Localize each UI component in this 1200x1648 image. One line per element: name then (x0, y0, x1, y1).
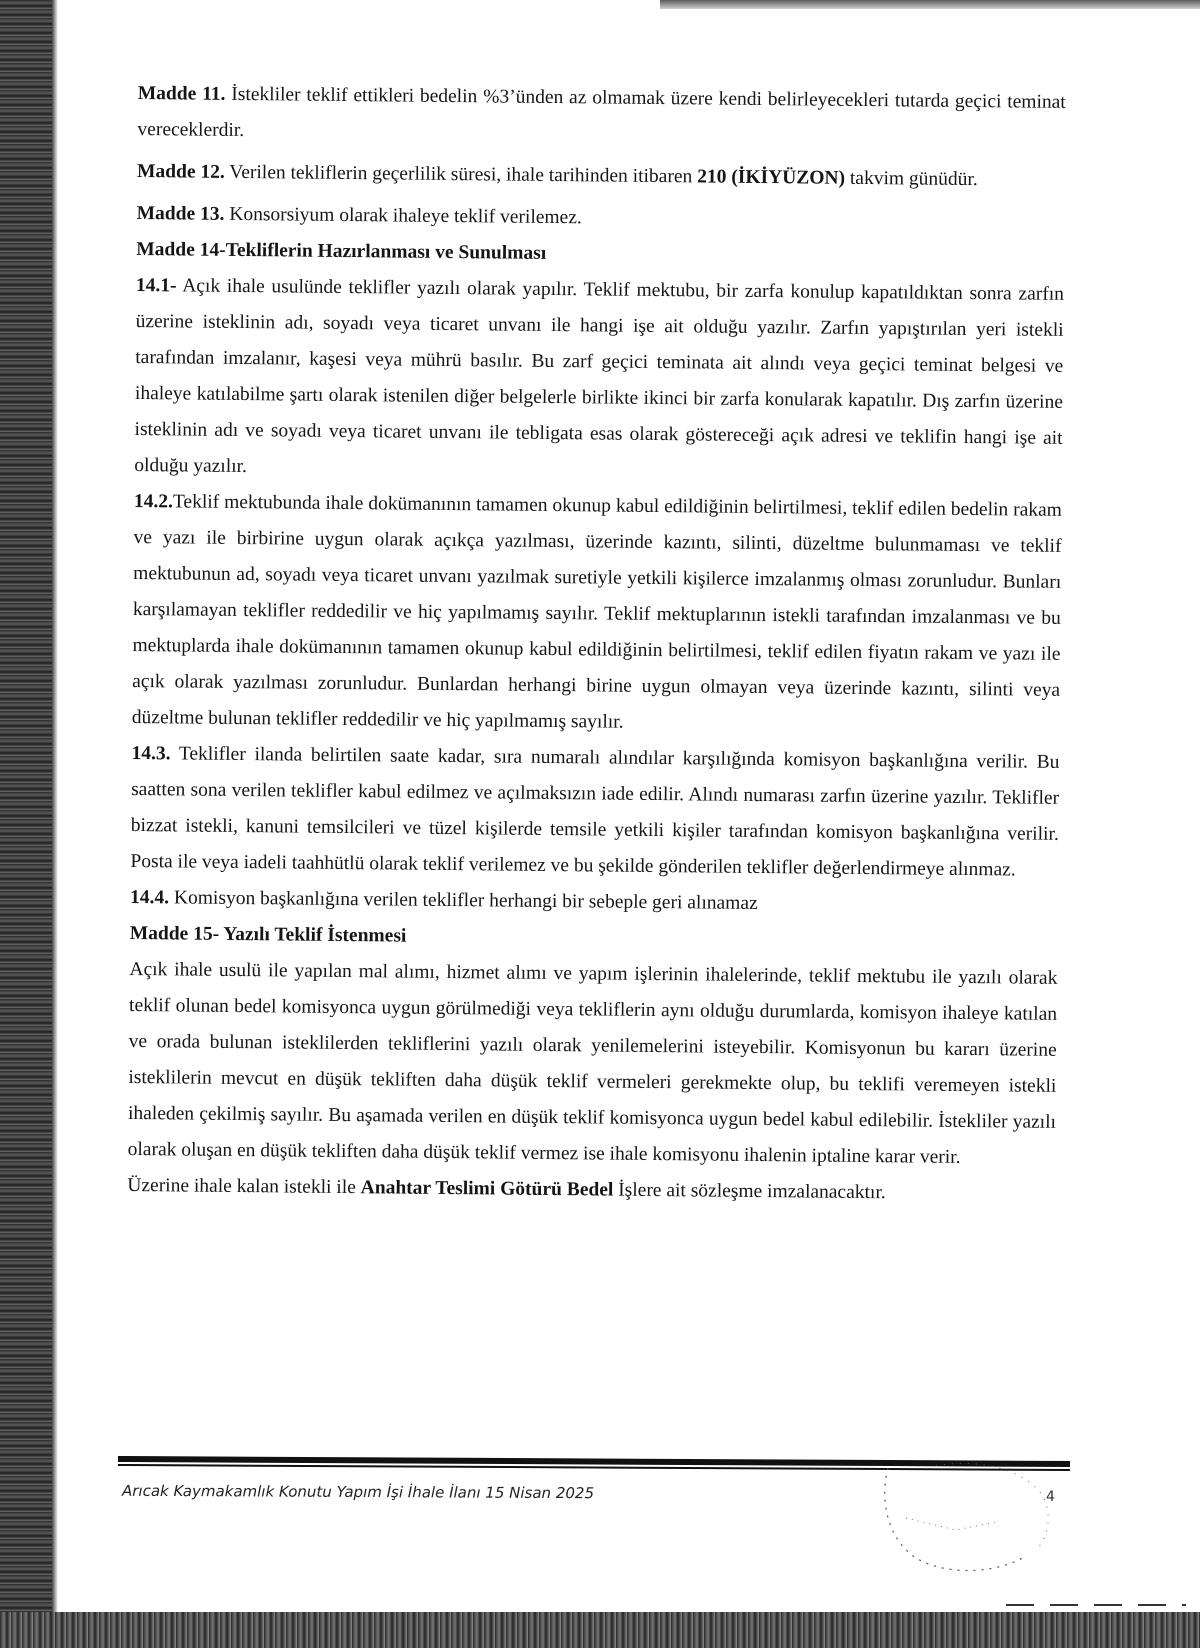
madde-15-contract-type: Anahtar Teslimi Götürü Bedel (360, 1177, 614, 1201)
footer-title: Arıcak Kaymakamlık Konutu Yapım İşi İhale İlanı 15 Nisan 2025 (121, 1481, 595, 1503)
section-14-1-number: 14.1- (135, 274, 177, 297)
stamp-mark (876, 1458, 1052, 1576)
madde-12-heading: Madde 12. (136, 160, 225, 183)
madde-12-duration: 210 (İKİYÜZON) (697, 166, 846, 189)
page-number: 4 (1046, 1489, 1055, 1505)
madde-12-text-b: takvim günüdür. (844, 167, 978, 191)
madde-14-heading: Madde 14-Tekliflerin Hazırlanması ve Sunulması (136, 238, 547, 264)
scan-dashes (1006, 1604, 1186, 1606)
madde-15-last-a: Üzerine ihale kalan istekli ile (127, 1174, 361, 1199)
madde-13-text: Konsorsiyum olarak ihaleye teklif verilemez. (224, 203, 582, 229)
section-14-4-text: Komisyon başkanlığına verilen teklifler herhangi bir sebeple geri alınamaz (169, 887, 758, 914)
madde-11-heading: Madde 11. (137, 82, 226, 105)
madde-15-text: Açık ihale usulü ile yapılan mal alımı, hizmet alımı ve yapım işlerinin ihalelerinde, teklif mektubu ile yazılı olarak teklif olunan bedel komisyonca uygun görülmediği veya tekliflerin aynı olduğu durumlarda, komisyon ihaleye katılan ve orada bulunan isteklilerden tekliflerini yazılı olarak yenilemelerini isteyebilir. Komisyonun bu kararı üzerine isteklilerin mevcut en düşük tekliften daha düşük teklif vermeleri gerekmekte olup, bu teklifi veremeyen istekli ihaleden çekilmiş sayılır. Bu aşamada verilen en düşük teklif komisyonca uygun bedel kabul edilebilir. İstekliler yazılı olarak oluşan en düşük tekliften daha düşük teklif vermez ise ihale komisyonu ihalenin iptaline karar verir. (127, 958, 1058, 1168)
section-14-4-number: 14.4. (130, 886, 170, 909)
madde-15-heading: Madde 15- Yazılı Teklif İstenmesi (129, 922, 407, 947)
madde-15-last-b: İşlere ait sözleşme imzalanacaktır. (613, 1179, 886, 1204)
scan-edge-bottom (0, 1612, 1200, 1648)
madde-11 (137, 76, 1066, 157)
section-14-1 (134, 268, 1064, 493)
madde-13-heading: Madde 13. (136, 202, 225, 225)
section-14-3 (130, 736, 1059, 889)
madde-12-text-a: Verilen tekliflerin geçerlilik süresi, ihale tarihinden itibaren (224, 161, 698, 188)
madde-12 (137, 154, 1065, 199)
section-14-2 (132, 484, 1062, 745)
scan-edge-left (0, 0, 52, 1648)
section-14-2-number: 14.2. (133, 490, 174, 513)
madde-11-text: İstekliler teklif ettikleri bedelin %3’ünden az olmamak üzere kendi belirleyecekleri tutarda geçici teminat vereceklerdir. (137, 83, 1066, 142)
section-14-3-number: 14.3. (131, 742, 171, 765)
section-14-3-text: Teklifler ilanda belirtilen saate kadar, sıra numaralı alındılar karşılığında komisyon başkanlığına verilir. Bu saatten sona verilen teklifler kabul edilmez ve açılmaksızın iade edilir. Alındı numarası zarfın üzerine yazılır. Teklifler bizzat istekli, kanuni temsilcileri ve tüzel kişilerde temsile yetkili kişiler tarafından komisyon başkanlığına verilir. Posta ile veya iadeli taahhütlü olarak teklif verilemez ve bu şekilde gönderilen teklifler değerlendirmeye alınmaz. (130, 743, 1060, 881)
scan-edge-top (660, 0, 1200, 9)
section-14-1-text: Açık ihale usulünde teklifler yazılı olarak yapılır. Teklif mektubu, bir zarfa konulup kapatıldıktan sonra zarfın üzerine isteklinin adı, soyadı veya ticaret unvanı ile hangi işe ait olduğu yazılır. Zarfın yapıştırılan yeri istekli tarafından imzalanır, kaşesi veya mührü basılır. Bu zarf geçici teminata ait alındı veya geçici teminat belgesi ve ihaleye katılabilme şartı olarak istenilen diğer belgelerle birlikte ikinci bir zarfa konularak kapatılır. Dış zarfın üzerine isteklinin adı ve soyadı veya ticaret unvanı ile tebligata esas olarak göstereceği açık adresi ve teklifin hangi işe ait olduğu yazılır. (134, 275, 1065, 478)
document-body (127, 76, 1066, 1213)
section-14-2-text: Teklif mektubunda ihale dokümanının tamamen okunup kabul edildiğinin belirtilmesi, teklif edilen bedelin rakam ve yazı ile birbirine uygun olarak açıkça yazılması, üzerinde kazıntı, silinti, düzeltme bulunmaması ve teklif mektubunun ad, soyadı veya ticaret unvanı yazılmak suretiyle yetkili kişilerce imzalanmış olması zorunludur. Bunları karşılamayan teklifler reddedilir ve hiç yapılmamış sayılır. Teklif mektuplarının istekli tarafından imzalanması ve bu mektuplarda ihale dokümanının tamamen okunup kabul edildiğinin belirtilmesi, teklif edilen fiyatın rakam ve yazı ile açık olarak yazılması zorunludur. Bunlardan herhangi birine uygun olmayan veya üzerinde kazıntı, silinti veya düzeltme bulunan teklifler reddedilir ve hiç yapılmamış sayılır. (131, 491, 1062, 733)
